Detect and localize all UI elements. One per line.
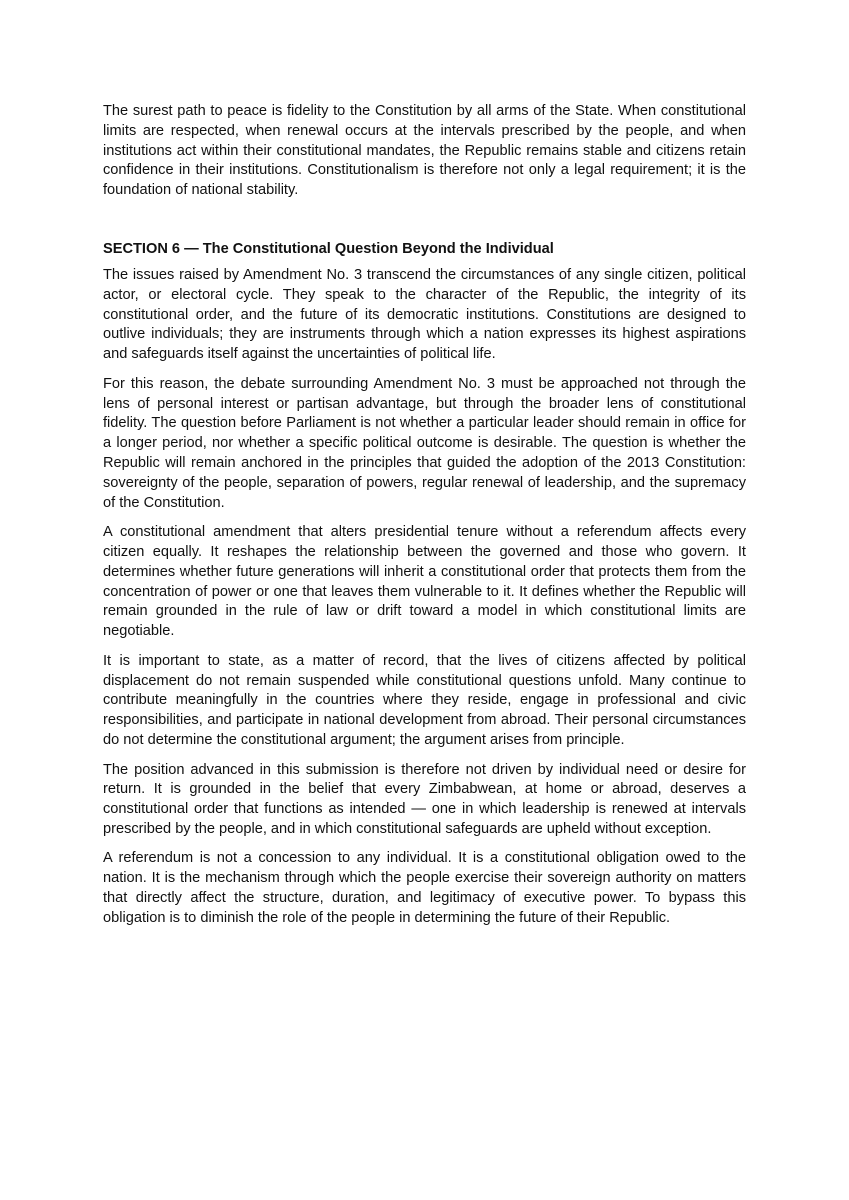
- section-heading: SECTION 6 — The Constitutional Question Beyond the Individual: [103, 240, 554, 257]
- section-paragraph-4: It is important to state, as a matter of record, that the lives of citizens affected by political displacement do not remain suspended while constitutional questions unfold. Many continue to contribute meaningfully in the countries where they reside, engage in professional and civic responsibilities, and participate in national development from abroad. Their personal circumstances do not determine the constitutional argument; the argument arises from principle.: [103, 652, 746, 748]
- section-paragraph-6: A referendum is not a concession to any individual. It is a constitutional obligation owed to the nation. It is the mechanism through which the people exercise their sovereign authority on matters that directly affect the structure, duration, and legitimacy of executive power. To bypass this obligation is to diminish the role of the people in determining the future of their Republic.: [103, 850, 746, 926]
- section-paragraph-1: The issues raised by Amendment No. 3 transcend the circumstances of any single citizen, political actor, or electoral cycle. They speak to the character of the Republic, the integrity of its constitutional order, and the future of its democratic institutions. Constitutions are designed to outlive individuals; they are instruments through which a nation expresses its highest aspirations and safeguards itself against the uncertainties of political life.: [103, 266, 746, 363]
- section-paragraph-5: The position advanced in this submission is therefore not driven by individual need or desire for return. It is grounded in the belief that every Zimbabwean, at home or abroad, deserves a constitutional order that functions as intended — one in which leadership is renewed at intervals prescribed by the people, and in which constitutional safeguards are upheld without exception.: [103, 761, 746, 837]
- document-page: [103, 102, 746, 929]
- section-paragraph-2: For this reason, the debate surrounding Amendment No. 3 must be approached not through the lens of personal interest or partisan advantage, but through the broader lens of constitutional fidelity. The question before Parliament is not whether a particular leader should remain in office for a longer period, nor whether a specific political outcome is desirable. The question is whether the Republic will remain anchored in the principles that guided the adoption of the 2013 Constitution: sovereignty of the people, separation of powers, regular renewal of leadership, and the supremacy of the Constitution.: [103, 375, 746, 511]
- section-body: [103, 266, 746, 929]
- intro-paragraph: The surest path to peace is fidelity to the Constitution by all arms of the State. When constitutional limits are respected, when renewal occurs at the intervals prescribed by the people, and when institutions act within their constitutional mandates, the Republic remains stable and citizens retain confidence in their institutions. Constitutionalism is therefore not only a legal requirement; it is the foundation of national stability.: [103, 103, 746, 199]
- section-paragraph-3: A constitutional amendment that alters presidential tenure without a referendum affects every citizen equally. It reshapes the relationship between the governed and those who govern. It determines whether future generations will inherit a constitutional order that protects them from the concentration of power or one that leaves them vulnerable to it. It defines whether the Republic will remain grounded in the rule of law or drift toward a model in which constitutional limits are negotiable.: [103, 524, 746, 640]
